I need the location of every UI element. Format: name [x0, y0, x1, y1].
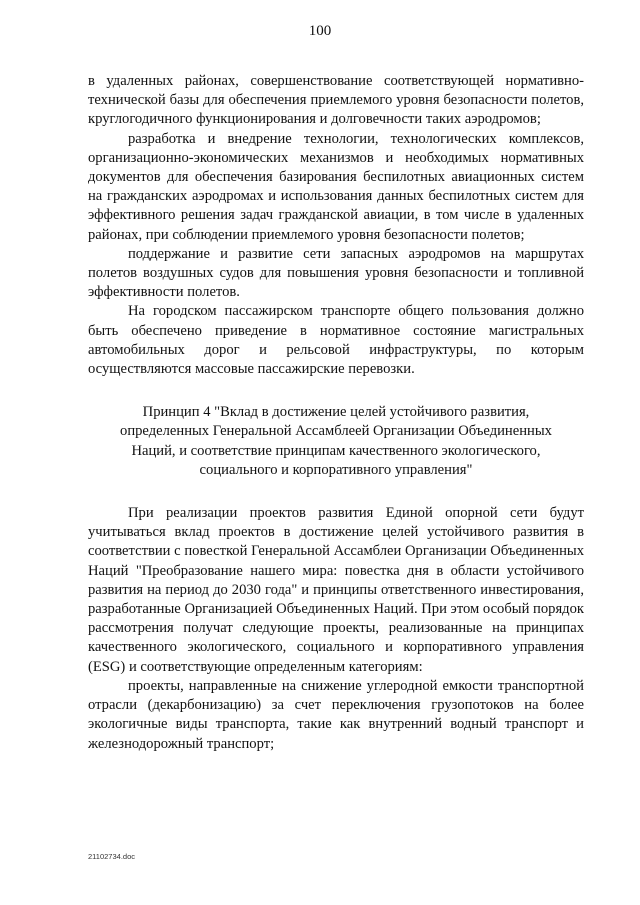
- section-heading-line: социального и корпоративного управления": [199, 461, 473, 478]
- paragraph-decarbonization-projects: проекты, направленные на снижение углеродной емкости транспортной отрасли (декарбонизацию) за счет переключения грузопотоков на более экологичные виды транспорта, такие как внутренний водный транспорт и железнодорожный транспорт;: [88, 677, 584, 752]
- paragraph-remote-aerodromes: в удаленных районах, совершенствование соответствующей нормативно-технической базы для обеспечения приемлемого уровня безопасности полетов, круглогодичного функционирования и долговечности таких аэродромов;: [88, 73, 584, 128]
- paragraph-drone-systems: разработка и внедрение технологии, технологических комплексов, организационно-экономических механизмов и необходимых нормативных документов для обеспечения базирования беспилотных авиационных систем на гражданских аэродромах и использования данных беспилотных систем для эффективного решения задач гражданской авиации, в том числе в удаленных районах, при соблюдении приемлемого уровня безопасности полетов;: [88, 130, 584, 243]
- section-heading-line: Наций, и соответствие принципам качественного экологического,: [131, 442, 541, 459]
- paragraph-urban-transport: На городском пассажирском транспорте общего пользования должно быть обеспечено приведение в нормативное состояние магистральных автомобильных дорог и рельсовой инфраструктуры, по которым осуществляются массовые пассажирские перевозки.: [88, 303, 584, 378]
- section-heading-line: Принцип 4 "Вклад в достижение целей устойчивого развития,: [142, 404, 530, 421]
- page-content: [88, 72, 584, 754]
- section-heading-line: определенных Генеральной Ассамблеей Организации Объединенных: [120, 423, 552, 440]
- section-heading: [88, 403, 584, 480]
- footer-document-id: 21102734.doc: [88, 852, 135, 861]
- page-number: 100: [308, 23, 332, 39]
- paragraph-sustainable-development: При реализации проектов развития Единой опорной сети будут учитываться вклад проектов в достижение целей устойчивого развития в соответствии с повесткой Генеральной Ассамблеи Организации Объединенных Наций "Преобразование нашего мира: повестка дня в области устойчивого развития на период до 2030 года" и принципы ответственного инвестирования, разработанные Организацией Объединенных Наций. При этом особый порядок рассмотрения получат следующие проекты, реализованные на принципах качественного экологического, социального и корпоративного управления (ESG) и соответствующие определенным категориям:: [88, 505, 584, 675]
- paragraph-alternate-aerodromes: поддержание и развитие сети запасных аэродромов на маршрутах полетов воздушных судов для повышения уровня безопасности и топливной эффективности полетов.: [88, 245, 584, 301]
